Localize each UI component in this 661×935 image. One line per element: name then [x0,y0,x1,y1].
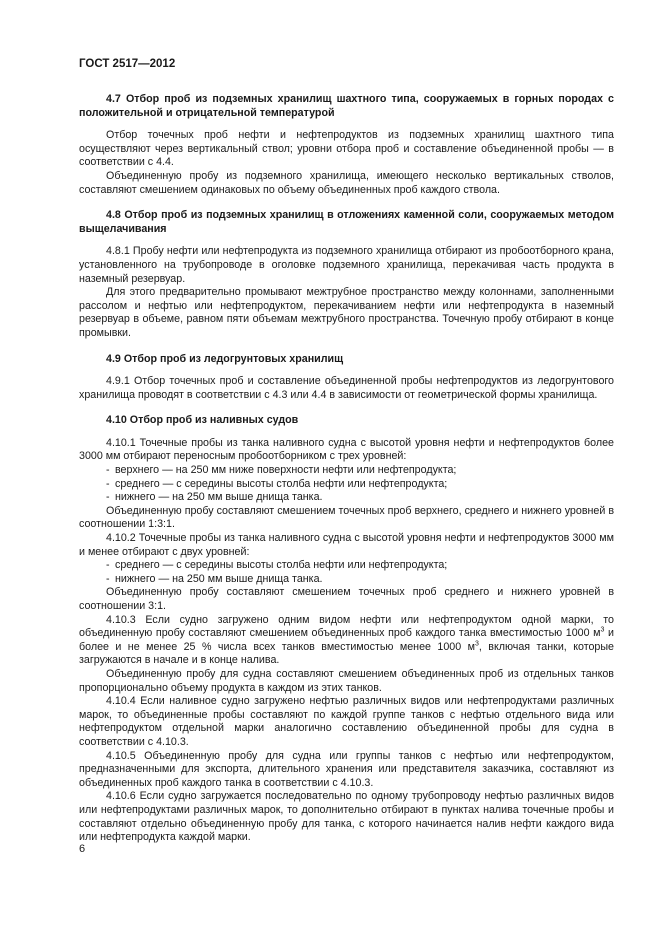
section-title-4-9: 4.9 Отбор проб из ледогрунтовых хранилищ [106,352,344,365]
paragraph: Для этого предварительно промывают межтрубное пространство между колоннами, заполненными рассолом и нефтью или нефтепродуктом, перекачиванием нефти или нефтепродукта в наземный резервуар в объеме, равном пяти объемам межтрубного пространства. Точечную пробу отбирают в конце промывки. [79,286,614,339]
list-item: - среднего — с середины высоты столба нефти или нефтепродукта; [79,559,614,573]
section-title-4-10: 4.10 Отбор проб из наливных судов [106,414,299,427]
section-title-4-7: 4.7 Отбор проб из подземных хранилищ шахтного типа, сооружаемых в горных породах с положительной и отрицательной температурой [79,93,614,119]
list-item: - верхнего — на 250 мм ниже поверхности нефти или нефтепродукта; [79,464,614,478]
paragraph: 4.10.1 Точечные пробы из танка наливного судна с высотой уровня нефти и нефтепродуктов более 3000 мм отбирают переносным пробоотборником с трех уровней: [79,436,614,463]
paragraph: 4.10.4 Если наливное судно загружено нефтью различных видов или нефтепродуктами различных марок, то объединенные пробы составляют по каждой группе танков с нефтью отдельного вида или нефтепродуктом отдельной марки аналогично составлению объединенной пробы для судна в соответствии с 4.10.3. [79,695,614,748]
page-number: 6 [79,843,86,855]
list-item: - нижнего — на 250 мм выше днища танка. [79,573,614,587]
list-item: - среднего — с середины высоты столба нефти или нефтепродукта; [79,478,614,492]
paragraph: Объединенную пробу составляют смешением точечных проб среднего и нижнего уровней в соотношении 3:1. [79,586,614,612]
paragraph-4-10-3: 4.10.3 Если судно загружено одним видом нефти или нефтепродуктом одной марки, то объединенную пробу составляют смешением объединенных проб каждого танка вместимостью 1000 $м^3$ и более и не менее 25 % числа всех танков вместимостью менее 1000 $м^3$, включая танки, которые загружаются в начале и в конце налива. [79,613,614,667]
paragraph: Отбор точечных проб нефти и нефтепродуктов из подземных хранилищ шахтного типа осуществляют через вертикальный ствол; уровни отбора проб и составление объединенной пробы — в соответствии с 4.4. [79,129,614,169]
paragraph: 4.9.1 Отбор точечных проб и составление объединенной пробы нефтепродуктов из ледогрунтового хранилища проводят в соответствии с 4.3 или 4.4 в зависимости от геометрической формы хранилища. [79,375,614,401]
paragraph: 4.10.5 Объединенную пробу для судна или группы танков с нефтью или нефтепродуктом, предназначенными для экспорта, длительного хранения или представителя заказчика, составляют из объединенных проб каждого танка в соответствии с 4.10.3. [79,749,614,789]
paragraph: Объединенную пробу составляют смешением точечных проб верхнего, среднего и нижнего уровней в соотношении 1:3:1. [79,504,614,531]
paragraph: 4.8.1 Пробу нефти или нефтепродукта из подземного хранилища отбирают из пробоотборного крана, установленного на трубопроводе в оголовке подземного хранилища, перекачивая часть продукта в наземный резервуар. [79,245,614,285]
paragraph: 4.10.2 Точечные пробы из танка наливного судна с высотой уровня нефти и нефтепродуктов 3000 мм и менее отбирают с двух уровней: [79,532,614,558]
level-list-three [79,464,614,505]
level-list-two [79,559,614,586]
list-item: - нижнего — на 250 мм выше днища танка. [79,491,614,505]
paragraph: 4.10.6 Если судно загружается последовательно по одному трубопроводу нефтью различных видов или нефтепродуктами различных марок, то дополнительно отбирают в пунктах налива точечные пробы и составляют отдельно объединенную пробу для танка, с которого начинается налив нефти каждого вида или нефтепродукта каждой марки. [79,790,614,844]
section-title-4-8: 4.8 Отбор проб из подземных хранилищ в отложениях каменной соли, сооружаемых методом выщелачивания [79,209,614,235]
document-body [79,93,614,845]
document-header: ГОСТ 2517—2012 [79,58,176,70]
paragraph: Объединенную пробу из подземного хранилища, имеющего несколько вертикальных стволов, составляют смешением одинаковых по объему объединенных проб каждого ствола. [79,169,614,196]
paragraph: Объединенную пробу для судна составляют смешением объединенных проб из отдельных танков пропорционально объему продукта в каждом из этих танков. [79,667,614,694]
